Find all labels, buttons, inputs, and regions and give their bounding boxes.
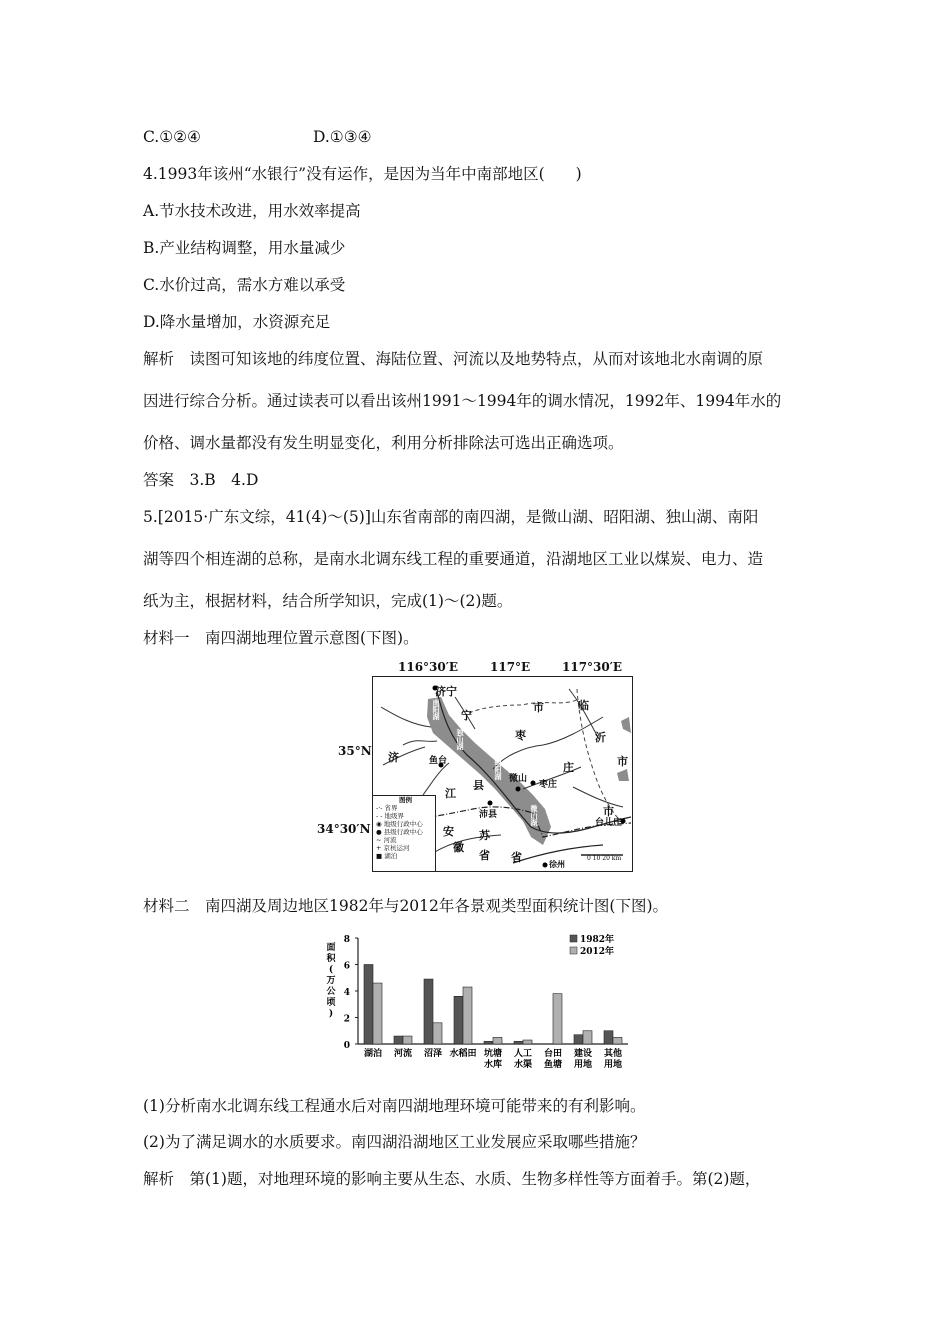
option-c-prev: C.①②④ xyxy=(143,128,201,146)
question-4-stem: 4.1993年该州“水银行”没有运作，是因为当年中南部地区( ) xyxy=(143,165,582,183)
lake-shape xyxy=(621,717,631,733)
legend-swatch xyxy=(570,935,577,942)
longitude-label: 117°30′E xyxy=(562,660,623,674)
analysis-line-3: 价格、调水量都没有发生明显变化，利用分析排除法可选出正确选项。 xyxy=(143,434,624,452)
place-label: 徽 xyxy=(453,841,464,854)
place-label: 沂 xyxy=(595,731,606,744)
place-label: 苏 xyxy=(479,829,490,842)
option-d-prev: D.①③④ xyxy=(313,128,372,146)
map-frame xyxy=(372,676,633,872)
longitude-label: 117°E xyxy=(490,660,531,674)
question-4-option-b: B.产业结构调整，用水量减少 xyxy=(143,239,346,257)
question-4-option-a: A.节水技术改进，用水效率提高 xyxy=(143,202,361,220)
x-tick-label: 用地 xyxy=(573,1060,593,1070)
sub-question-1: (1)分析南水北调东线工程通水后对南四湖地理环境可能带来的有利影响。 xyxy=(143,1097,646,1115)
x-tick-label: 人工 xyxy=(513,1049,533,1059)
latitude-label: 34°30′N xyxy=(317,822,371,836)
river-line xyxy=(573,787,623,807)
bar xyxy=(424,979,433,1044)
place-label: 庄 xyxy=(563,761,574,774)
place-label: 沛县 xyxy=(479,810,498,820)
latitude-label: 35°N xyxy=(338,744,372,758)
place-label: 市 xyxy=(617,755,628,768)
landscape-area-bar-chart xyxy=(318,928,638,1078)
lake-label: 独山湖 xyxy=(456,729,465,750)
question-4-option-d: D.降水量增加，水资源充足 xyxy=(143,313,331,331)
question-5-line-3: 纸为主，根据材料，结合所学知识，完成(1)～(2)题。 xyxy=(143,592,513,610)
river-line xyxy=(403,741,437,745)
place-label: 县 xyxy=(473,779,484,792)
x-tick-label: 其他 xyxy=(603,1049,623,1059)
place-label: 省 xyxy=(511,851,522,864)
river-line xyxy=(381,707,431,727)
sub-question-2: (2)为了满足调水的水质要求。南四湖沿湖地区工业发展应采取哪些措施？ xyxy=(143,1133,646,1151)
x-tick-label: 水库 xyxy=(483,1060,503,1070)
x-tick-label: 鱼塘 xyxy=(543,1060,563,1070)
place-label: 省 xyxy=(479,849,490,862)
bar xyxy=(514,1041,523,1044)
y-tick-label: 6 xyxy=(343,961,350,972)
bar xyxy=(523,1040,532,1044)
question-5-line-1: 5.[2015·广东文综，41(4)～(5)]山东省南部的南四湖，是微山湖、昭阳湖、独山湖、南阳 xyxy=(143,508,759,526)
city-dot xyxy=(488,801,493,806)
place-label: 市 xyxy=(603,805,614,818)
bar xyxy=(403,1036,412,1044)
place-label: 台儿庄 xyxy=(595,818,623,828)
question-5-line-2: 湖等四个相连湖的总称，是南水北调东线工程的重要通道，沿湖地区工业以煤炭、电力、造 xyxy=(143,550,764,568)
place-label: 济 xyxy=(388,751,399,764)
bar xyxy=(583,1031,592,1044)
place-label: 江 xyxy=(445,787,456,800)
legend-item: ■ 湖泊 xyxy=(376,852,398,860)
legend-item: ~ 河流 xyxy=(376,836,397,844)
bar xyxy=(364,965,373,1045)
river-line xyxy=(493,717,603,769)
analysis-line-2: 因进行综合分析。通过读表可以看出该州1991～1994年的调水情况，1992年、1994年水的 xyxy=(143,392,782,410)
x-tick-label: 台田 xyxy=(543,1049,563,1059)
x-tick-label: 水渠 xyxy=(513,1060,533,1070)
x-tick-label: 用地 xyxy=(603,1060,623,1070)
prefecture-border xyxy=(469,699,579,713)
bar xyxy=(553,994,562,1044)
bar xyxy=(373,983,382,1044)
legend-item: + 京杭运河 xyxy=(376,844,410,852)
x-tick-label: 建设 xyxy=(573,1049,593,1059)
place-label: 枣庄 xyxy=(539,780,558,790)
scale-label: 0 10 20 km xyxy=(587,855,622,862)
x-tick-label: 水稻田 xyxy=(449,1049,477,1059)
legend-item: -·- 省界 xyxy=(376,804,398,812)
bar xyxy=(574,1035,583,1044)
city-dot xyxy=(531,781,536,786)
answer-line: 答案 3.B 4.D xyxy=(143,471,259,489)
map-legend xyxy=(373,795,436,872)
x-tick-label: 沼泽 xyxy=(423,1049,443,1059)
place-label: 安 xyxy=(443,825,454,838)
bar xyxy=(613,1037,622,1044)
longitude-label: 116°30′E xyxy=(398,660,459,674)
place-label: 徐州 xyxy=(549,859,565,869)
place-label: 鱼台 xyxy=(429,756,448,766)
legend-label: 2012年 xyxy=(580,947,615,957)
bar xyxy=(493,1037,502,1044)
lake-label: 微山湖 xyxy=(530,805,539,826)
lake-shape xyxy=(617,769,629,781)
material-1-caption: 材料一 南四湖地理位置示意图(下图)。 xyxy=(143,629,419,647)
legend-item: ◉ 地级行政中心 xyxy=(376,820,423,828)
legend-item: ● 县级行政中心 xyxy=(376,828,423,836)
legend-swatch xyxy=(570,947,577,954)
bar xyxy=(463,987,472,1044)
analysis-line-1: 解析 读图可知该地的纬度位置、海陆位置、河流以及地势特点，从而对该地北水南调的原 xyxy=(143,350,764,368)
place-label: 宁 xyxy=(461,709,472,722)
x-tick-label: 河流 xyxy=(393,1049,413,1059)
bar xyxy=(454,996,463,1044)
y-axis-label: ) xyxy=(328,1009,334,1019)
place-label: 济宁 xyxy=(435,685,457,698)
place-label: 枣 xyxy=(515,729,526,742)
y-axis-label: 面 xyxy=(326,943,336,953)
y-axis-label: 顷 xyxy=(326,998,336,1008)
x-tick-label: 坑塘 xyxy=(483,1049,503,1059)
bar xyxy=(394,1036,403,1044)
x-tick-label: 湖泊 xyxy=(363,1049,383,1059)
bar xyxy=(433,1023,442,1044)
y-axis-label: 万 xyxy=(326,976,336,986)
y-tick-label: 2 xyxy=(343,1014,350,1025)
question-4-option-c: C.水价过高，需水方难以承受 xyxy=(143,276,346,294)
city-dot xyxy=(543,863,548,868)
y-axis-label: 积 xyxy=(326,954,336,964)
bar xyxy=(604,1031,613,1044)
lake-label: 昭阳湖 xyxy=(494,759,503,780)
place-label: 临 xyxy=(578,699,589,712)
y-axis-label: ( xyxy=(328,965,334,975)
y-tick-label: 0 xyxy=(343,1041,350,1051)
legend-title: 图例 xyxy=(399,796,412,804)
y-axis-label: 公 xyxy=(326,987,336,997)
place-label: 市 xyxy=(533,701,544,714)
legend-item: - - 地级界 xyxy=(376,812,405,820)
city-dot xyxy=(516,787,521,792)
analysis-2-line-1: 解析 第(1)题，对地理环境的影响主要从生态、水质、生物多样性等方面着手。第(2)题， xyxy=(143,1170,761,1188)
material-2-caption: 材料二 南四湖及周边地区1982年与2012年各景观类型面积统计图(下图)。 xyxy=(143,897,668,915)
y-tick-label: 8 xyxy=(343,935,350,945)
legend-label: 1982年 xyxy=(580,935,615,945)
bar xyxy=(484,1041,493,1044)
y-tick-label: 4 xyxy=(343,988,350,998)
lake-label: 南阳湖 xyxy=(432,699,441,720)
place-label: 微山 xyxy=(509,774,528,784)
